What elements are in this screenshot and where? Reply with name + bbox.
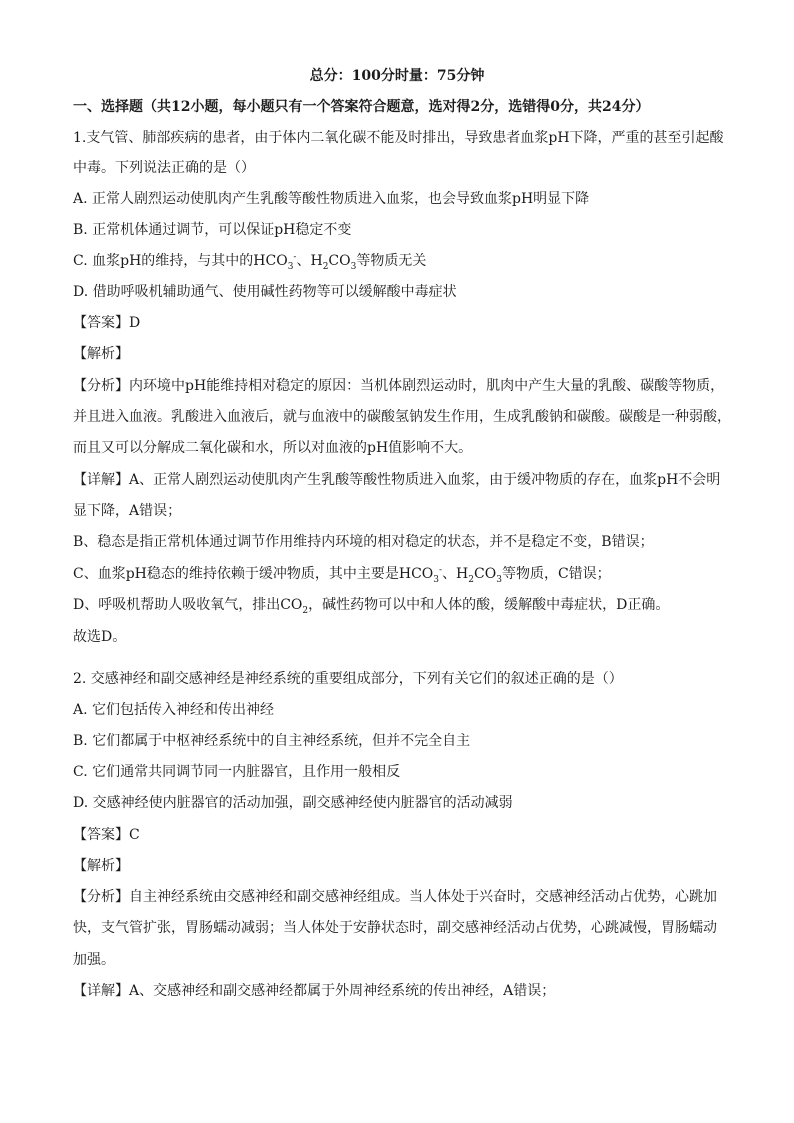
q2-option-c: C. 它们通常共同调节同一内脏器官，且作用一般相反 — [73, 764, 401, 780]
q2-fenxi-line3: 加强。 — [73, 952, 115, 968]
q2-stem: 2. 交感神经和副交感神经是神经系统的重要组成部分，下列有关它们的叙述正确的是（） — [73, 671, 623, 687]
q1-xiangjie-c-sub1: 3 — [433, 574, 440, 585]
q1-xiangjie-line2: 显下降，A错误； — [73, 503, 182, 519]
q1-option-a: A. 正常人剧烈运动使肌肉产生乳酸等酸性物质进入血浆，也会导致血浆pH明显下降 — [73, 191, 590, 207]
q1-xiangjie-d-pre: D、呼吸机帮助人吸收氧气，排出CO — [73, 597, 303, 613]
q1-option-c-sub2: 2 — [322, 261, 329, 272]
q1-xiangjie-line1: 【详解】A、正常人剧烈运动使肌肉产生乳酸等酸性物质进入血浆，由于缓冲物质的存在，血浆pH不会明 — [73, 472, 721, 488]
q1-xiangjie-b: B、稳态是指正常机体通过调节作用维持内环境的相对稳定的状态，并不是稳定不变，B错误； — [73, 534, 654, 550]
q2-xiangjie-a: 【详解】A、交感神经和副交感神经都属于外周神经系统的传出神经，A错误； — [73, 983, 556, 999]
q1-option-c-mid: 、H — [296, 253, 323, 269]
q1-option-c-mid2: CO — [328, 253, 351, 269]
q1-xiangjie-d — [73, 595, 723, 615]
q1-conclusion: 故选D。 — [73, 629, 127, 645]
q1-xiangjie-c-mid: 、H — [442, 566, 469, 582]
q1-xiangjie-c-sub2: 2 — [468, 574, 475, 585]
page-title: 总分：100分时量：75分钟 — [309, 68, 485, 84]
section-heading: 一、选择题（共12小题，每小题只有一个答案符合题意，选对得2分，选错得0分，共24分） — [73, 99, 650, 115]
q1-xiangjie-d-post: ，碱性药物可以中和人体的酸，缓解酸中毒症状，D正确。 — [308, 597, 670, 613]
q1-xiangjie-c-pre: C、血浆pH稳态的维持依赖于缓冲物质，其中主要是HCO — [73, 566, 434, 582]
q2-fenxi-line1: 【分析】自主神经系统由交感神经和副交感神经组成。当人体处于兴奋时，交感神经活动占优势，心跳加 — [73, 889, 717, 905]
q2-option-b: B. 它们都属于中枢神经系统中的自主神经系统，但并不完全自主 — [73, 733, 471, 749]
q1-answer: 【答案】D — [73, 315, 141, 331]
q1-fenxi-line2: 并且进入血液。乳酸进入血液后，就与血液中的碳酸氢钠发生作用，生成乳酸钠和碳酸。碳酸是一种弱酸， — [73, 409, 731, 425]
q1-xiangjie-d-sub: 2 — [302, 605, 309, 616]
q2-option-a: A. 它们包括传入神经和传出神经 — [73, 702, 275, 718]
q1-fenxi-line1: 【分析】内环境中pH能维持相对稳定的原因：当机体剧烈运动时，肌肉中产生大量的乳酸、碳酸等物质， — [73, 378, 725, 394]
q1-xiangjie-c-sup1: - — [439, 565, 443, 576]
q1-xiangjie-c — [73, 564, 723, 584]
q1-option-d: D. 借助呼吸机辅助通气、使用碱性药物等可以缓解酸中毒症状 — [73, 284, 457, 300]
q2-analysis-label: 【解析】 — [73, 858, 129, 874]
q1-option-c-sup1: - — [293, 252, 297, 263]
q1-option-c-sub1: 3 — [287, 261, 294, 272]
q2-option-d: D. 交感神经使内脏器官的活动加强，副交感神经使内脏器官的活动减弱 — [73, 795, 513, 811]
q1-option-c-post: 等物质无关 — [356, 253, 427, 269]
q1-xiangjie-c-mid2: CO — [474, 566, 497, 582]
q1-stem-line1: 1.支气管、肺部疾病的患者，由于体内二氧化碳不能及时排出，导致患者血浆pH下降，严重的甚至引起酸 — [73, 130, 724, 146]
q1-option-c-sub3: 3 — [350, 261, 357, 272]
q2-answer: 【答案】C — [73, 827, 140, 843]
q1-fenxi-line3: 而且又可以分解成二氧化碳和水，所以对血液的pH值影响不大。 — [73, 440, 473, 456]
q1-option-b: B. 正常机体通过调节，可以保证pH稳定不变 — [73, 222, 352, 238]
q2-fenxi-line2: 快，支气管扩张，胃肠蠕动减弱；当人体处于安静状态时，副交感神经活动占优势，心跳减慢，胃肠蠕动 — [73, 920, 717, 936]
q1-option-c — [73, 251, 723, 271]
q1-xiangjie-c-sub3: 3 — [496, 574, 502, 585]
q1-stem-line2: 中毒。下列说法正确的是（） — [73, 160, 255, 176]
q1-analysis-label: 【解析】 — [73, 346, 129, 362]
q1-xiangjie-c-post: 等物质，C错误； — [501, 566, 611, 582]
q1-option-c-pre: C. 血浆pH的维持，与其中的HCO — [73, 253, 288, 269]
